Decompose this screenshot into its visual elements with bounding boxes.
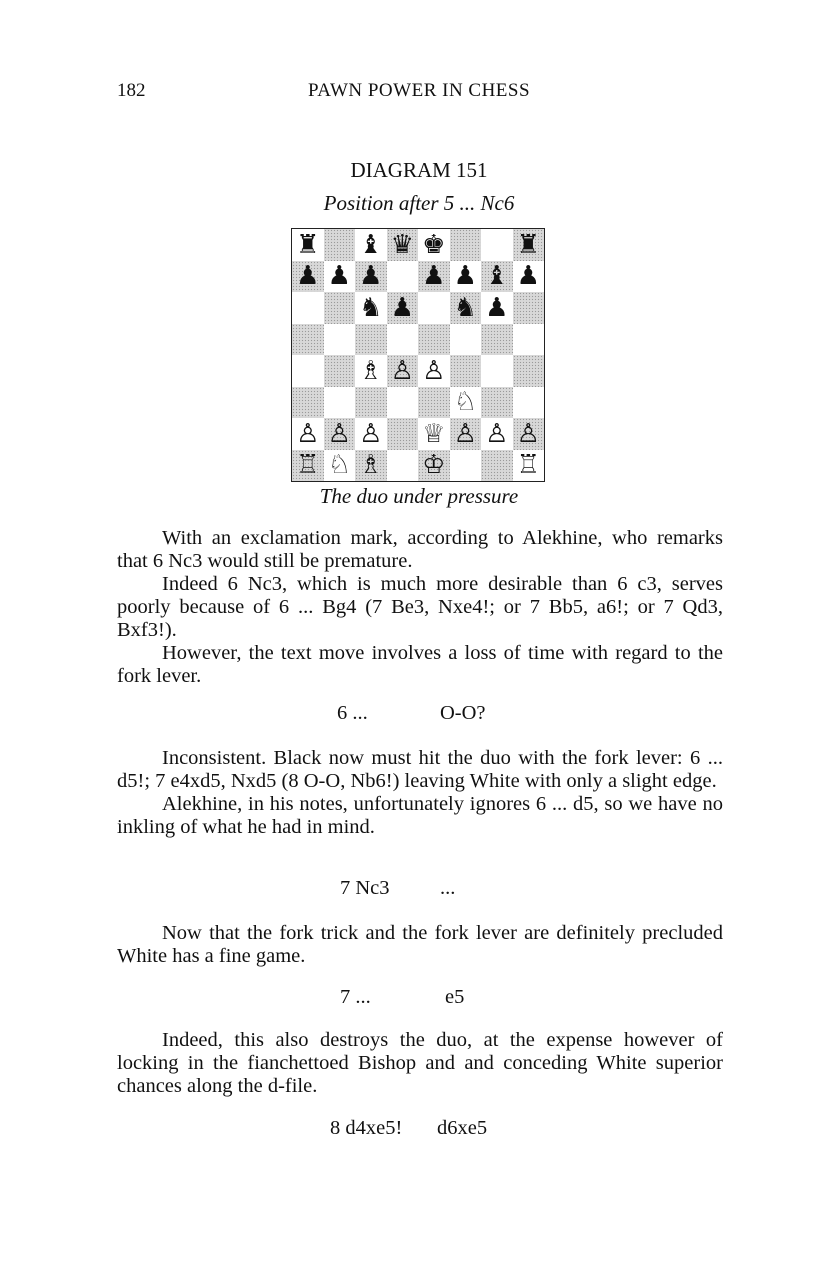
chess-piece: ♙ — [390, 355, 414, 386]
board-square — [513, 324, 545, 356]
text-block-4 — [117, 1029, 723, 1098]
board-square — [355, 450, 387, 482]
chess-piece: ♝ — [359, 229, 383, 260]
chess-piece: ♟ — [485, 292, 509, 323]
chess-piece: ♙ — [453, 418, 477, 449]
board-square — [481, 355, 513, 387]
chess-piece: ♖ — [296, 450, 320, 481]
paragraph: Now that the fork trick and the fork lever are definitely precluded White has a fine game. — [117, 922, 723, 967]
board-square — [292, 292, 324, 324]
board-square — [292, 355, 324, 387]
chess-piece: ♗ — [359, 355, 383, 386]
chess-piece: ♟ — [296, 261, 320, 292]
board-square — [387, 450, 419, 482]
board-square — [418, 261, 450, 293]
board-square — [481, 387, 513, 419]
paragraph: Alekhine, in his notes, unfortunately ignores 6 ... d5, so we have no inkling of what he had in mind. — [117, 793, 723, 838]
chess-piece: ♙ — [296, 418, 320, 449]
board-square — [324, 450, 356, 482]
move-black: O-O? — [440, 702, 486, 724]
paragraph: Inconsistent. Black now must hit the duo with the fork lever: 6 ... d5!; 7 e4xd5, Nxd5 (8 O-O, Nb6!) leaving White with only a slight edge. — [117, 747, 723, 792]
move-white: 6 ... — [337, 702, 368, 724]
diagram-title: DIAGRAM 151 — [350, 158, 488, 182]
board-square — [481, 229, 513, 261]
chess-piece: ♝ — [485, 261, 509, 292]
chess-piece: ♟ — [327, 261, 351, 292]
chess-piece: ♘ — [327, 450, 351, 481]
board-square — [292, 387, 324, 419]
paragraph: However, the text move involves a loss of time with regard to the fork lever. — [117, 642, 723, 687]
move-white: 8 d4xe5! — [330, 1117, 403, 1139]
board-square — [324, 324, 356, 356]
chess-piece: ♔ — [422, 450, 446, 481]
move-white: 7 ... — [340, 986, 371, 1008]
paragraph: With an exclamation mark, according to Alekhine, who remarks that 6 Nc3 would still be premature. — [117, 527, 723, 572]
board-square — [355, 229, 387, 261]
board-square — [481, 418, 513, 450]
board-square — [450, 418, 482, 450]
board-square — [481, 450, 513, 482]
chess-piece: ♙ — [516, 418, 540, 449]
chess-piece: ♛ — [390, 229, 414, 260]
chess-piece: ♙ — [327, 418, 351, 449]
chess-piece: ♟ — [516, 261, 540, 292]
chess-piece: ♞ — [453, 292, 477, 323]
board-square — [513, 261, 545, 293]
text-block-2 — [117, 747, 723, 839]
board-square — [418, 292, 450, 324]
text-block-1 — [117, 527, 723, 688]
diagram-subtitle: Position after 5 ... Nc6 — [323, 191, 515, 215]
board-square — [513, 292, 545, 324]
board-square — [355, 324, 387, 356]
board-square — [418, 355, 450, 387]
page-header — [0, 80, 838, 106]
board-square — [513, 229, 545, 261]
board-square — [292, 450, 324, 482]
board-square — [355, 292, 387, 324]
board-square — [450, 261, 482, 293]
board-square — [387, 355, 419, 387]
board-square — [292, 229, 324, 261]
board-square — [324, 261, 356, 293]
chess-piece: ♗ — [359, 450, 383, 481]
text-block-3 — [117, 922, 723, 968]
page-number: 182 — [117, 80, 146, 101]
chess-piece: ♙ — [485, 418, 509, 449]
board-square — [387, 418, 419, 450]
board-square — [292, 324, 324, 356]
board-square — [450, 450, 482, 482]
chess-piece: ♜ — [296, 229, 320, 260]
board-square — [355, 387, 387, 419]
running-title: PAWN POWER IN CHESS — [307, 80, 531, 101]
chess-piece: ♟ — [390, 292, 414, 323]
chess-piece: ♚ — [422, 229, 446, 260]
board-square — [513, 387, 545, 419]
board-square — [387, 387, 419, 419]
board-square — [387, 324, 419, 356]
chess-piece: ♟ — [422, 261, 446, 292]
chess-piece: ♘ — [453, 387, 477, 418]
board-square — [450, 387, 482, 419]
chess-piece: ♞ — [359, 292, 383, 323]
board-square — [418, 387, 450, 419]
board-square — [324, 292, 356, 324]
board-square — [418, 229, 450, 261]
board-square — [450, 229, 482, 261]
board-square — [324, 418, 356, 450]
move-black: e5 — [445, 986, 465, 1008]
move-black: d6xe5 — [437, 1117, 488, 1139]
board-square — [355, 355, 387, 387]
board-square — [324, 229, 356, 261]
board-square — [513, 355, 545, 387]
chess-piece: ♟ — [453, 261, 477, 292]
board-square — [292, 261, 324, 293]
board-square — [513, 418, 545, 450]
board-square — [418, 324, 450, 356]
board-square — [513, 450, 545, 482]
board-square — [481, 261, 513, 293]
board-square — [450, 324, 482, 356]
chess-piece: ♟ — [359, 261, 383, 292]
chess-board — [291, 228, 545, 482]
paragraph: Indeed, this also destroys the duo, at the expense however of locking in the fianchettoed Bishop and and conceding White superior chances along the d-file. — [117, 1029, 723, 1097]
chess-piece: ♖ — [516, 450, 540, 481]
move-white: 7 Nc3 — [340, 877, 390, 899]
board-square — [450, 292, 482, 324]
board-square — [481, 324, 513, 356]
chess-piece: ♕ — [422, 418, 446, 449]
board-square — [324, 387, 356, 419]
chess-piece: ♙ — [359, 418, 383, 449]
paragraph: Indeed 6 Nc3, which is much more desirable than 6 c3, serves poorly because of 6 ... Bg4 (7 Be3, Nxe4!; or 7 Bb5, a6!; or 7 Qd3, Bxf3!). — [117, 573, 723, 641]
board-square — [355, 418, 387, 450]
board-square — [481, 292, 513, 324]
move-black: ... — [440, 877, 456, 899]
board-square — [418, 418, 450, 450]
diagram-caption: The duo under pressure — [319, 484, 519, 508]
board-square — [387, 292, 419, 324]
board-square — [387, 229, 419, 261]
board-square — [355, 261, 387, 293]
board-square — [418, 450, 450, 482]
board-square — [387, 261, 419, 293]
board-square — [324, 355, 356, 387]
chess-piece: ♜ — [516, 229, 540, 260]
board-square — [292, 418, 324, 450]
chess-piece: ♙ — [422, 355, 446, 386]
board-square — [450, 355, 482, 387]
